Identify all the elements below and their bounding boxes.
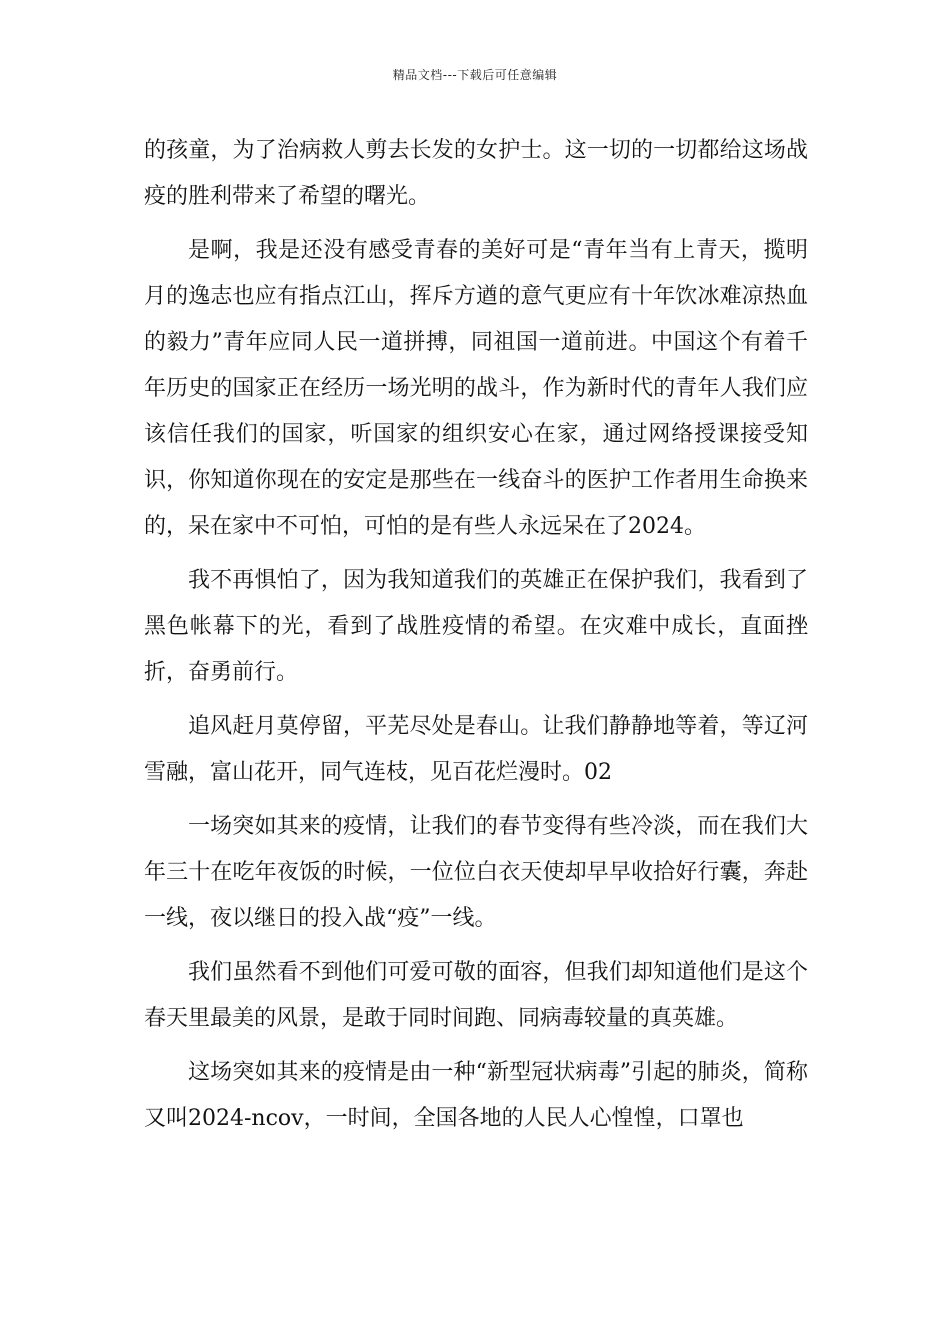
paragraph-1: 的孩童，为了治病救人剪去长发的女护士。这一切的一切都给这场战疫的胜利带来了希望的曙光。 (144, 138, 808, 209)
paragraph-3: 我不再惧怕了，因为我知道我们的英雄正在保护我们，我看到了黑色帐幕下的光，看到了战胜疫情的希望。在灾难中成长，直面挫折，奋勇前行。 (144, 568, 808, 685)
paragraph-5: 一场突如其来的疫情，让我们的春节变得有些冷淡，而在我们大年三十在吃年夜饭的时候，一位位白衣天使却早早收拾好行囊，奔赴一线，夜以继日的投入战“疫”一线。 (144, 814, 808, 931)
paragraph-7: 这场突如其来的疫情是由一种“新型冠状病毒”引起的肺炎，简称又叫2024-ncov，一时间，全国各地的人民人心惶惶，口罩也 (144, 1060, 808, 1131)
paragraph-4: 追风赶月莫停留，平芜尽处是春山。让我们静静地等着，等辽河雪融，富山花开，同气连枝，见百花烂漫时。02 (144, 714, 808, 785)
page-header: 精品文档---下载后可任意编辑 (392, 68, 558, 82)
document-body (144, 128, 808, 1142)
paragraph-6: 我们虽然看不到他们可爱可敬的面容，但我们却知道他们是这个春天里最美的风景，是敢于同时间跑、同病毒较量的真英雄。 (144, 960, 808, 1031)
paragraph-2: 是啊，我是还没有感受青春的美好可是“青年当有上青天，揽明月的逸志也应有指点江山，挥斥方遒的意气更应有十年饮冰难凉热血的毅力”青年应同人民一道拼搏，同祖国一道前进。中国这个有着千年历史的国家正在经历一场光明的战斗，作为新时代的青年人我们应该信任我们的国家，听国家的组织安心在家，通过网络授课接受知识，你知道你现在的安定是那些在一线奋斗的医护工作者用生命换来的，呆在家中不可怕，可怕的是有些人永远呆在了2024。 (144, 238, 808, 539)
